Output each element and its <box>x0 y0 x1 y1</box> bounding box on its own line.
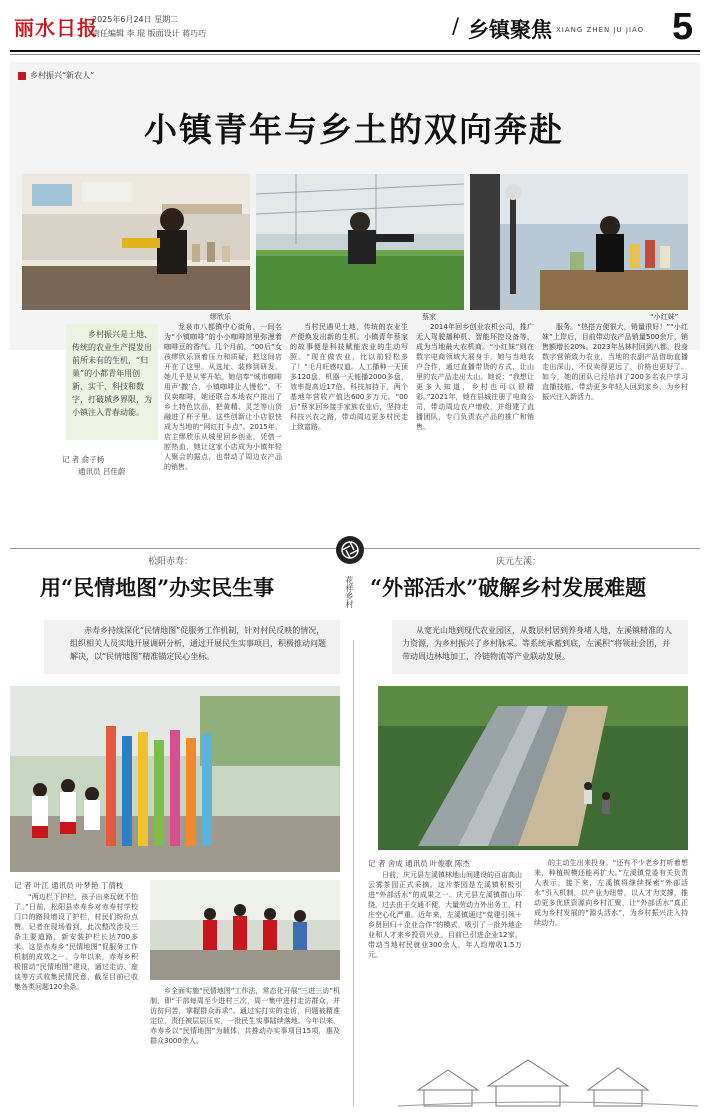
center-vertical-label: 花样乡村 <box>345 576 354 608</box>
feature-byline-2: 通讯员 吕佳蔚 <box>78 467 126 476</box>
feature-column-1: 龙泉市八都镇中心街角，一间名为“小镇咖啡”的小小咖啡馆里弥漫着咖啡豆的香气。几个月前，“00后”女孩缪欣乐顶着压力和质疑，把这间店开在了这里。从选址、装修到研发，她几乎是从零开始。她信奉“城市咖啡用声‘撒’合，小镇咖啡让人慢松”。不仅卖咖啡，她还联合本地农户推出了乡土特色饮品，把黄精、灵芝等山货融进了杯子里。这些创新让小店很快成为当地的“网红打卡点”。2015年，店主缪欣乐从城里回乡创业，凭借一腔热血，她让这家小店成为小镇年轻人聚会的据点，也带动了周边农产品的销售。 <box>164 323 282 471</box>
section-pinyin: XIANG ZHEN JU JIAO <box>556 26 645 34</box>
left-story-lead: 赤寿乡持续深化“民情地图”促服务工作机制，针对村民反映的情况，组织相关人员实地开展调研分析，通过开展民生实事项目，积极推动问题解决，以“民情地图”精准锚定民心坐标。 <box>70 626 326 661</box>
left-story-headline: 用“民情地图”办实民生事 <box>40 575 275 600</box>
right-story-byline: 记 者 舍成 通讯员 叶俊歌 陈杰 <box>368 859 470 868</box>
section-title: 乡镇聚焦 <box>468 17 552 42</box>
right-story-headline: “外部活水”破解乡村发展难题 <box>370 575 647 600</box>
feature-column-3: 2014年回乡创业农机公司，推广无人驾驶播种机、智能环控设备等，成为当地最大农机商。“小红妹”则在数字电商领域大展身手，她与当地农户合作，通过直播带货的方式，让山里的农产品走出大山。她说：“我想让更多人知道，乡村也可以很精彩。”2021年，她在县城注册了电商公司，带动周边农户增收，并组建了直播团队，专门负责农产品的推广和销售。 <box>416 323 534 431</box>
photo-livestream <box>470 174 688 310</box>
section-divider: / <box>452 14 460 38</box>
village-ink-illustration <box>398 1040 698 1110</box>
page-number: 5 <box>672 6 694 48</box>
feature-summary-text: 乡村振兴是土地、传统的农业生产提发出前所未有的生机，“归巢”的小都青年用创新、实干、科技和数字，打破城乡界限，为小镇注入青春动能。 <box>72 330 152 417</box>
right-column-1: 日前，庆元县左溪镇林地山间建设的百亩高山云雾茶园正式采摘。这片茶园是左溪镇积极引进“外部活水”的成果之一。庆元县左溪镇群山环绕，过去由于交通不便，大量劳动力外出务工，村庄空心化严重。近年来，左溪镇通过“党建引领＋乡贤回归＋企业合作”的模式，吸引了一批外地企业和人才来乡投资兴业。目前已引进企业12家，带动当地村民就业300余人，年人均增收1.5万元。 <box>368 871 522 959</box>
editor-credits: 责任编辑 李 琨 版面设计 蒋巧巧 <box>92 29 207 38</box>
photo-caption-2: 蔡家 <box>422 313 436 321</box>
masthead-rule-thin <box>10 54 700 55</box>
photo-greenhouse <box>256 174 464 310</box>
photo-volunteers <box>150 880 340 980</box>
right-story-kicker: 庆元左溪： <box>496 557 542 567</box>
kicker-bullet <box>18 72 26 80</box>
column-divider <box>353 640 354 1106</box>
left-story-kicker: 松阳赤寿： <box>148 557 194 567</box>
paper-logo: 丽水日报 <box>14 16 98 40</box>
right-column-2: 的主动生出来投身。“还有不少老乡打听着想来，种植规模还能再扩大。”左溪镇党委有关负责人表示，接下来，左溪镇将继续探索“外部活水”引入机制，以产业为纽带，以人才为支撑，推动更多优质资源向乡村汇聚，让“外部活水”真正成为乡村发展的“源头活水”，为乡村振兴注入持续动力。 <box>534 859 688 927</box>
right-story-lead: 从宽光山地到现代农业园区，从数层村居到养身堵人地，左溪镇精准的人力资源，为乡村振兴了乡村脉采。等系统承蓄到底，左溪积“将领社会团，并带动周边林地加工，冷链物流等产业联动发展。 <box>402 626 672 661</box>
feature-kicker: 乡村振兴“新农人” <box>30 71 95 80</box>
photo-coffee-shop <box>22 174 250 310</box>
feature-column-4: 服务。“热搭方便很大，销量很好！”“小红妹”上岸后，目前带动农产品销量500余斤，销售额增长20%。2023年丛林村回到八都，投身数字营销致力农业，当地的农副产品借助直播走出深山，不仅卖得更远了，价格也更好了。如今，她的团队已经培训了200多名农户学习直播技能，带动更多年轻人回到家乡，为乡村振兴注入新活力。 <box>542 323 688 401</box>
photo-terraced-fields <box>378 686 688 850</box>
left-story-byline: 记 者 叶江 通讯员 叶梦艳 丁倩枝 <box>14 881 124 890</box>
photo-caption-3: “小红妹” <box>650 313 679 321</box>
camera-shutter-icon <box>336 536 364 564</box>
masthead-rule <box>10 50 700 52</box>
photo-painted-fence <box>10 686 340 872</box>
left-column-2: 乡全面实施“民情地图”工作法，常态化开展“三进三访”机制，即“干部每周至少进村三次，周一集中进村走访群众，并访贫问苦，掌握群众诉求”。通过实打实的走访，问题被精准定位，责任被层层压实，一批民生实事陆续落地。今年以来，赤寿乡以“民情地图”为载体，共推动办实事项目15项，惠及群众3000余人。 <box>150 987 340 1045</box>
feature-byline-1: 记 者 俞子杨 <box>62 455 105 464</box>
feature-column-2: 当村民遇见土地，传统的农业生产便焕发出新的生机。小镇青年蔡家的故事便是科技赋能农业的生动写照。“现在做农业，比以前轻松多了！”毛月旺感叹道。人工播种一天顶多120盘，机器一天能播2000多盘，效率提高近17倍。科技加持下，两个基地年营收产值达600多万元。“00后”蔡家回乡接手家族农业后，坚持走科技兴农之路，带动周边更多村民走上致富路。 <box>290 323 408 431</box>
feature-headline: 小镇青年与乡土的双向奔赴 <box>144 110 564 149</box>
left-column-1: “两边栏下护栏，孩子出来玩就不怕了。”日前，松阳县赤寿乡对赤寿村学校门口的路段增设了护栏，村民们纷纷点赞。记者在现场看到，此次整改涉及三条主要道路，新安装护栏长达700多米。这是赤寿乡“民情地图”促服务工作机制的成效之一。今年以来，赤寿乡积极推动“民情地图”建设，通过走访、座谈等方式收集民情民意，截至目前已收集各类问题120余条。 <box>14 893 138 991</box>
issue-date: 2025年6月24日 星期二 <box>92 15 179 24</box>
photo-caption-1: 缪欣乐 <box>210 313 231 321</box>
